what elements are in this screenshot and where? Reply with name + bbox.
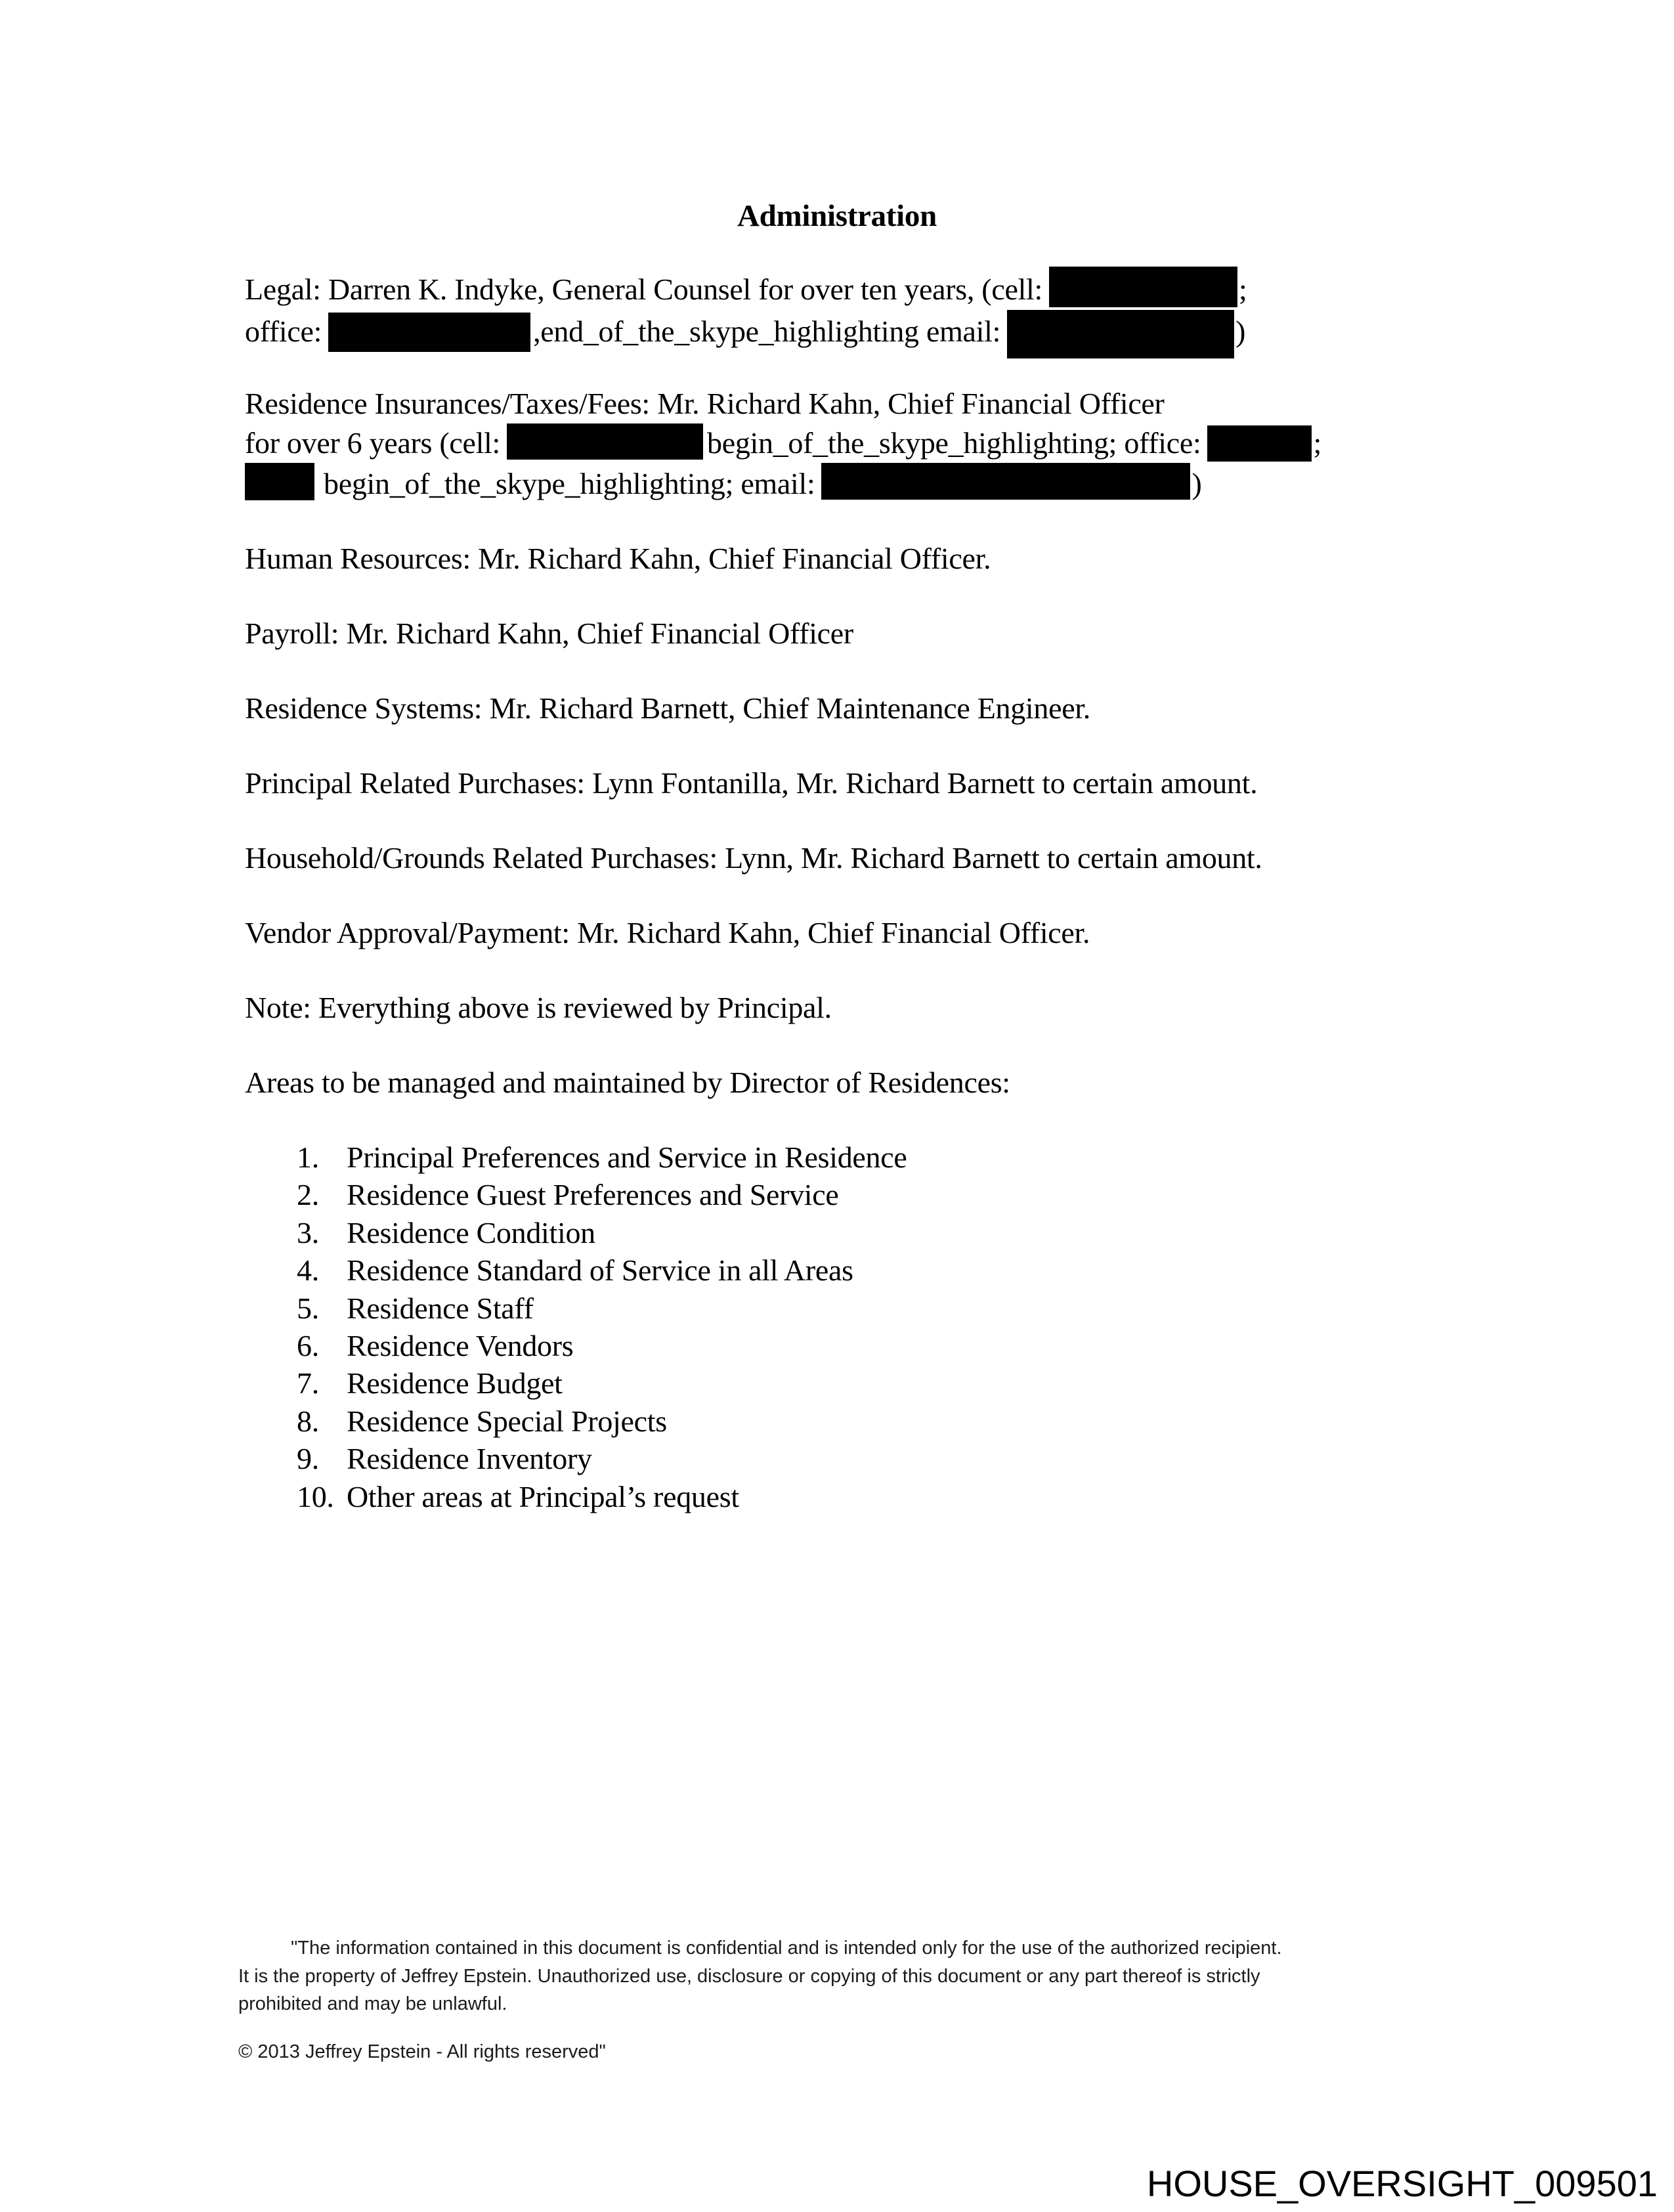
- legal-line1-text: Legal: Darren K. Indyke, General Counsel for over ten years, (cell:: [245, 272, 1043, 306]
- list-item-text: Residence Inventory: [347, 1442, 592, 1476]
- entry-principal-purchases: Principal Related Purchases: Lynn Fontanilla, Mr. Richard Barnett to certain amount.: [245, 766, 1258, 800]
- entry-note: Note: Everything above is reviewed by Principal.: [245, 991, 832, 1024]
- residence-line2-text: for over 6 years (cell:: [245, 426, 501, 460]
- residence-line3-tail: ): [1191, 467, 1202, 500]
- notice-line: It is the property of Jeffrey Epstein. Unauthorized use, disclosure or copying of this document or any part thereof is strictly: [238, 1965, 1260, 1987]
- entry-household-purchases: Household/Grounds Related Purchases: Lynn, Mr. Richard Barnett to certain amount.: [245, 841, 1262, 875]
- list-item: [297, 1290, 907, 1327]
- redaction-residence-office-2: [245, 463, 314, 500]
- text-line: [245, 310, 1247, 358]
- list-item-number: 9.: [297, 1442, 319, 1476]
- paragraph-residence-insurances: [245, 384, 1321, 504]
- list-item: [297, 1478, 907, 1515]
- redaction-residence-cell: [507, 423, 703, 460]
- list-item-number: 6.: [297, 1329, 319, 1363]
- redaction-legal-email: [1007, 310, 1234, 358]
- redaction-residence-email: [821, 463, 1190, 500]
- entry-human-resources: Human Resources: Mr. Richard Kahn, Chief Financial Officer.: [245, 542, 991, 575]
- list-item-number: 3.: [297, 1215, 319, 1249]
- notice-line: prohibited and may be unlawful.: [238, 1993, 507, 2014]
- list-item: [297, 1440, 907, 1477]
- redaction-residence-office-1: [1207, 425, 1312, 462]
- list-item-text: Residence Special Projects: [347, 1404, 667, 1438]
- entry-vendor-approval: Vendor Approval/Payment: Mr. Richard Kahn, Chief Financial Officer.: [245, 916, 1090, 949]
- legal-line2-text: office:: [245, 314, 322, 348]
- paragraph-legal: [245, 267, 1247, 358]
- list-item: [297, 1176, 907, 1213]
- list-item-number: 1.: [297, 1140, 319, 1174]
- redaction-legal-office: [328, 313, 530, 352]
- text-line: [245, 267, 1247, 310]
- legal-line1-tail: ;: [1239, 272, 1247, 306]
- bates-number: HOUSE_OVERSIGHT_009501: [1146, 2163, 1658, 2204]
- text-line: [245, 423, 1321, 463]
- legal-line2-tail: ): [1235, 314, 1246, 348]
- list-item: [297, 1214, 907, 1251]
- list-item-text: Residence Guest Preferences and Service: [347, 1178, 839, 1212]
- confidentiality-notice: [238, 1934, 1394, 2018]
- copyright-line: © 2013 Jeffrey Epstein - All rights reserved": [238, 2041, 606, 2062]
- list-item-text: Residence Staff: [347, 1291, 534, 1325]
- residence-line2-mid: begin_of_the_skype_highlighting; office:: [707, 426, 1201, 460]
- list-item-text: Residence Standard of Service in all Areas: [347, 1253, 853, 1288]
- list-item-text: Residence Condition: [347, 1215, 595, 1249]
- list-item-number: 10.: [297, 1479, 334, 1513]
- list-item-text: Residence Budget: [347, 1366, 563, 1400]
- list-item-text: Residence Vendors: [347, 1329, 574, 1363]
- list-item-number: 2.: [297, 1178, 319, 1212]
- list-item: [297, 1251, 907, 1289]
- text-line: Residence Insurances/Taxes/Fees: Mr. Richard Kahn, Chief Financial Officer: [245, 387, 1165, 420]
- page-title: Administration: [737, 199, 937, 233]
- residence-line3-mid: begin_of_the_skype_highlighting; email:: [324, 467, 815, 500]
- list-item: [297, 1139, 907, 1176]
- text-line: [245, 463, 1321, 504]
- entry-payroll: Payroll: Mr. Richard Kahn, Chief Financial Officer: [245, 617, 853, 650]
- legal-line2-mid: ,end_of_the_skype_highlighting email:: [533, 314, 1001, 348]
- entry-residence-systems: Residence Systems: Mr. Richard Barnett, Chief Maintenance Engineer.: [245, 691, 1091, 725]
- list-item: [297, 1402, 907, 1440]
- list-item-number: 5.: [297, 1291, 319, 1325]
- list-item-number: 4.: [297, 1253, 319, 1288]
- list-item: [297, 1364, 907, 1402]
- redaction-legal-cell: [1049, 267, 1237, 307]
- list-item-number: 8.: [297, 1404, 319, 1438]
- notice-line: "The information contained in this document is confidential and is intended only for the use of the authorized recipient.: [291, 1938, 1282, 1959]
- list-item: [297, 1327, 907, 1364]
- managed-areas-list: [297, 1139, 907, 1515]
- list-item-text: Principal Preferences and Service in Residence: [347, 1140, 907, 1174]
- list-item-number: 7.: [297, 1366, 319, 1400]
- entry-areas-heading: Areas to be managed and maintained by Director of Residences:: [245, 1066, 1010, 1099]
- list-item-text: Other areas at Principal’s request: [347, 1479, 739, 1513]
- residence-line2-tail: ;: [1313, 426, 1321, 460]
